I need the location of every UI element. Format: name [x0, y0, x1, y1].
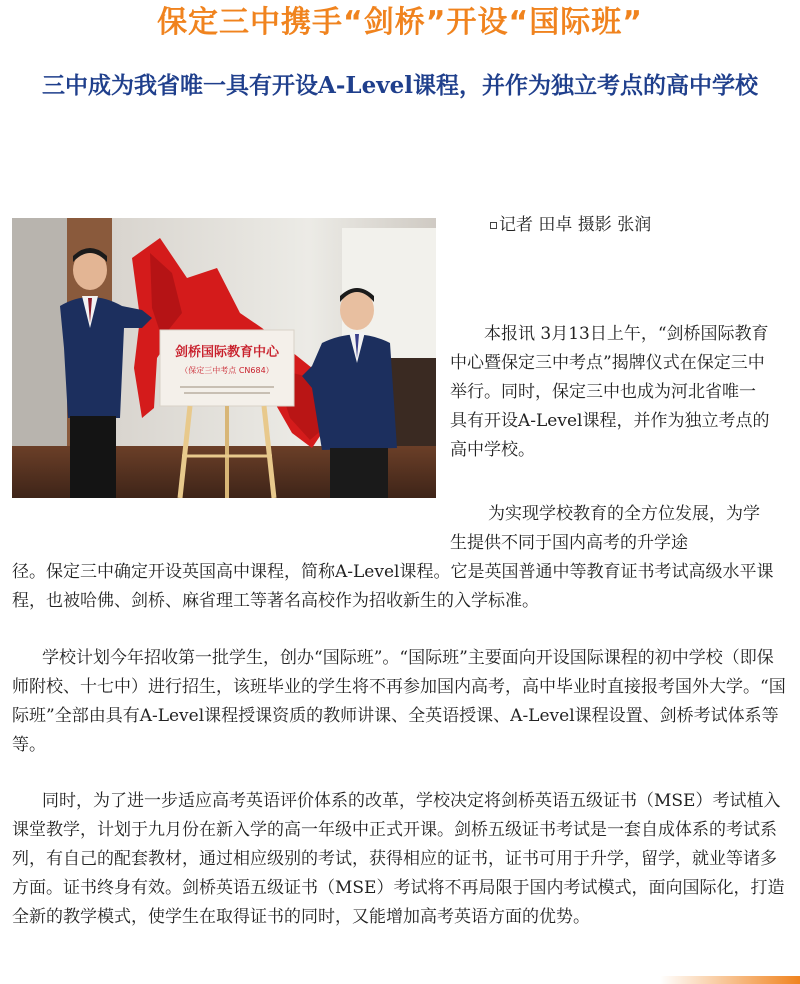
- paragraph-international-class: 学校计划今年招收第一批学生，创办“国际班”。“国际班”主要面向开设国际课程的初中学校（即保师附校、十七中）进行招生，该班毕业的学生将不再参加国内高考，高中毕业时直接报考国外大学。“国际班”全部由具有A-Level课程授课资质的教师讲课、全英语授课、A-Level课程设置、剑桥考试体系等等。: [12, 648, 786, 755]
- plaque-title: 剑桥国际教育中心: [174, 345, 280, 360]
- plaque-subtitle: （保定三中考点 CN684）: [180, 366, 274, 375]
- unveiling-ceremony-photo: [12, 218, 436, 498]
- bottom-accent-bar: [660, 976, 800, 984]
- byline-marker-icon: [490, 222, 497, 229]
- byline-text: 记者 田卓 摄影 张润: [499, 215, 652, 235]
- article-headline: 保定三中携手“剑桥”开设“国际班”: [157, 5, 643, 40]
- paragraph-mse-exam: 同时，为了进一步适应高考英语评价体系的改革，学校决定将剑桥英语五级证书（MSE）考试植入课堂教学，计划于九月份在新入学的高一年级中正式开课。剑桥五级证书考试是一套自成体系的考试系列，有自己的配套教材，通过相应级别的考试，获得相应的证书，证书可用于升学，留学，就业等诸多方面。证书终身有效。剑桥英语五级证书（MSE）考试将不再局限于国内考试模式，面向国际化，打造全新的教学模式，使学生在取得证书的同时，又能增加高考英语方面的优势。: [12, 791, 785, 927]
- paragraph-curriculum-cont: 径。保定三中确定开设英国高中课程，简称A-Level课程。它是英国普通中等教育证书考试高级水平课程，也被哈佛、剑桥、麻省理工等著名高校作为招收新生的入学标准。: [12, 562, 774, 611]
- article-subheadline: 三中成为我省唯一具有开设A-Level课程，并作为独立考点的高中学校: [42, 72, 758, 99]
- paragraph-curriculum-start: 为实现学校教育的全方位发展，为学生提供不同于国内高考的升学途: [450, 504, 760, 553]
- paragraph-intro: 本报讯 3月13日上午，“剑桥国际教育中心暨保定三中考点”揭牌仪式在保定三中举行。同时，保定三中也成为河北省唯一具有开设A-Level课程，并作为独立考点的高中学校。: [450, 324, 770, 460]
- byline: [490, 212, 651, 238]
